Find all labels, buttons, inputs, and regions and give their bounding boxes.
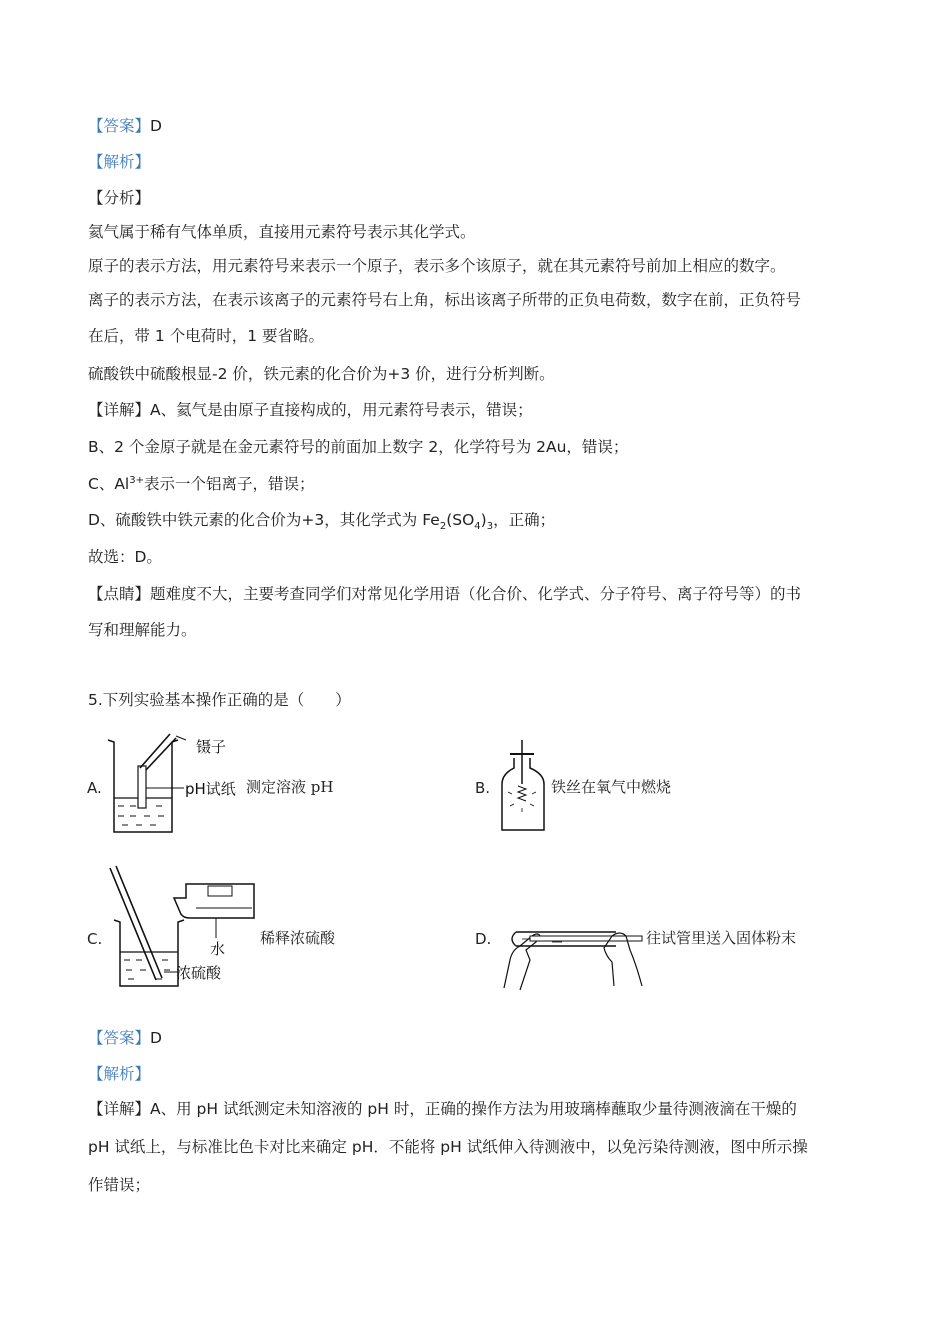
answer-tag-2: 【答案】 <box>88 1029 151 1047</box>
question-5-stem: 5.下列实验基本操作正确的是（ ） <box>88 691 351 709</box>
left-hand <box>504 934 540 990</box>
ph-paper-label: pH试纸 <box>185 780 236 798</box>
detail-line-d <box>88 510 556 533</box>
answer-value-2: D <box>150 1029 162 1047</box>
detail-c-sup: 3+ <box>129 474 144 486</box>
option-c-label: C. <box>87 930 103 948</box>
detail-line-b: B、2 个金原子就是在金元素符号的前面加上数字 2，化学符号为 2Au，错误； <box>88 438 629 456</box>
answer-line-2 <box>88 1028 162 1048</box>
detail-2-line-3: 作错误； <box>88 1176 151 1194</box>
detail-2-line-1 <box>88 1099 797 1119</box>
answer-line-1 <box>88 116 162 136</box>
dianjing-tag: 【点睛】 <box>88 585 151 603</box>
option-b-figure <box>496 740 552 834</box>
water-label: 水 <box>210 940 226 958</box>
option-d-caption: 往试管里送入固体粉末 <box>646 929 797 947</box>
detail-line-a <box>88 400 533 420</box>
detail-d-post: ，正确； <box>493 511 556 529</box>
ph-paper <box>138 766 146 808</box>
analysis-paragraph-3b: 在后，带 1 个电荷时，1 要省略。 <box>88 327 325 345</box>
dianjing-line-a <box>88 584 801 604</box>
detail-d-close: ) <box>480 511 487 529</box>
analysis-tag-2: 【解析】 <box>88 1065 151 1083</box>
detail-2-text-1: A、用 pH 试纸测定未知溶液的 pH 时，正确的操作方法为用玻璃棒蘸取少量待测液滴在干燥的 <box>150 1100 797 1118</box>
analysis-paragraph-4: 硫酸铁中硫酸根显-2 价，铁元素的化合价为+3 价，进行分析判断。 <box>88 365 555 383</box>
option-b-label: B. <box>475 779 491 797</box>
analysis-paragraph-3a: 离子的表示方法，在表示该离子的元素符号右上角，标出该离子所带的正负电荷数，数字在前，正负符号 <box>88 291 802 309</box>
detail-d-sub3: 3 <box>486 521 494 533</box>
analysis-heading-2 <box>88 1064 150 1084</box>
analysis-paragraph-2: 原子的表示方法，用元素符号来表示一个原子，表示多个该原子，就在其元素符号前加上相应的数字。 <box>88 257 786 275</box>
answer-value: D <box>150 117 162 135</box>
option-a-figure <box>100 728 250 838</box>
tweezers <box>140 734 176 770</box>
detail-2-line-2: pH 试纸上，与标准比色卡对比来确定 pH．不能将 pH 试纸伸入待测液中，以免污染待测液，图中所示操 <box>88 1138 808 1156</box>
paper-trough <box>530 936 642 941</box>
dianjing-line-b: 写和理解能力。 <box>88 621 197 639</box>
detail-d-sub2: 4 <box>474 521 481 533</box>
option-d-figure <box>496 906 646 992</box>
glass-rod <box>110 866 162 980</box>
fenxi-tag: 【分析】 <box>88 189 151 207</box>
analysis-tag: 【解析】 <box>88 153 151 171</box>
analysis-heading-1 <box>88 152 150 172</box>
conclusion-line: 故选：D。 <box>88 548 162 566</box>
option-a-caption: 测定溶液 pH <box>246 778 334 796</box>
detail-c-pre: C、Al <box>88 475 130 493</box>
detail-c-post: 表示一个铝离子，错误； <box>143 475 315 493</box>
detail-tag: 【详解】 <box>88 401 151 419</box>
option-c-caption: 稀释浓硫酸 <box>260 929 336 947</box>
iron-wire-coil <box>518 786 526 801</box>
detail-d-mid: (SO <box>446 511 475 529</box>
dianjing-a-text: 题难度不大，主要考查同学们对常见化学用语（化合价、化学式、分子符号、离子符号等）的书 <box>150 585 802 603</box>
option-c-figure <box>104 864 264 990</box>
option-a-label: A. <box>87 779 102 797</box>
detail-d-pre: D、硫酸铁中铁元素的化合价为+3，其化学式为 Fe <box>88 511 440 529</box>
tweezers-label: 镊子 <box>196 738 227 756</box>
detail-d-sub1: 2 <box>439 521 447 533</box>
liquid-a <box>118 806 164 825</box>
option-d-label: D. <box>475 930 492 948</box>
option-b-caption: 铁丝在氧气中燃烧 <box>551 778 672 796</box>
analysis-paragraph-1: 氦气属于稀有气体单质，直接用元素符号表示其化学式。 <box>88 223 476 241</box>
spark-lines <box>508 792 536 812</box>
liquid-c <box>124 960 170 979</box>
conc-acid-label: 浓硫酸 <box>176 964 222 982</box>
reagent-bottle <box>174 884 254 918</box>
detail-line-c <box>88 474 315 494</box>
fenxi-heading <box>88 188 150 208</box>
answer-tag: 【答案】 <box>88 117 151 135</box>
detail-a-text: A、氦气是由原子直接构成的，用元素符号表示，错误； <box>150 401 533 419</box>
detail-tag-2: 【详解】 <box>88 1100 151 1118</box>
beaker-c <box>114 920 184 986</box>
